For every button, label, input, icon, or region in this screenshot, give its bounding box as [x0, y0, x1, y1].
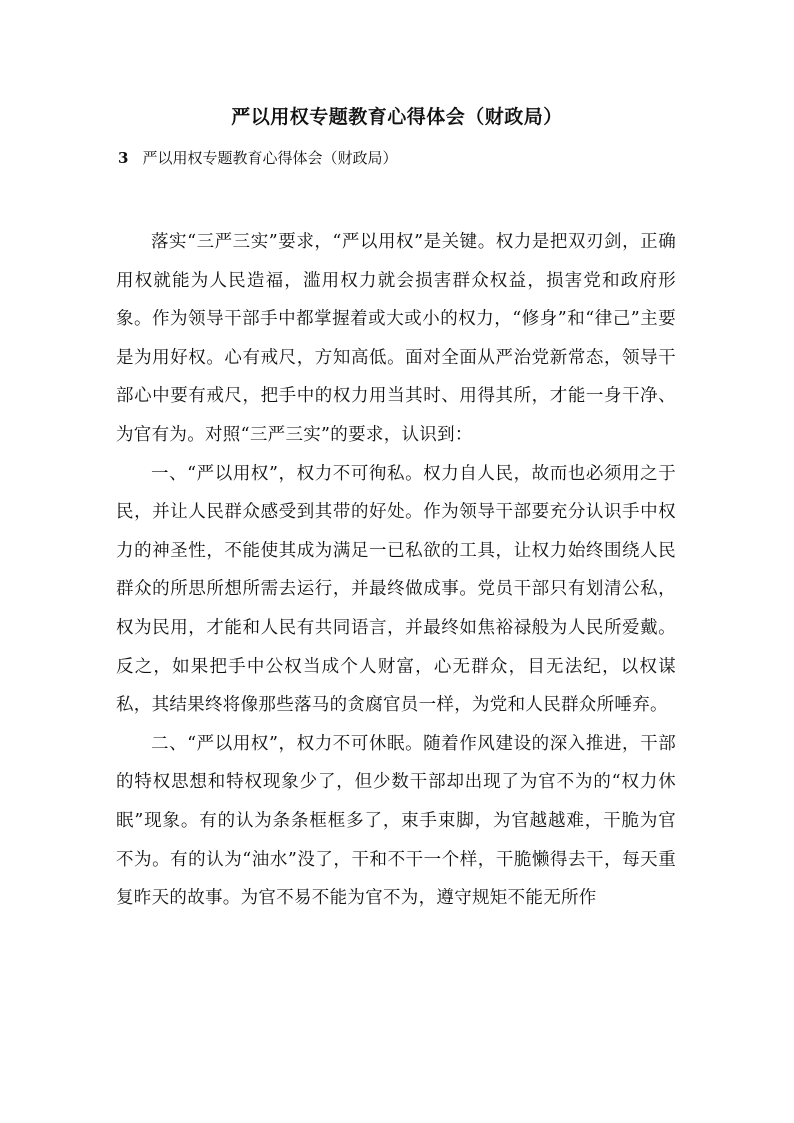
document-subtitle — [118, 147, 397, 169]
subtitle-number: 3 — [118, 149, 129, 167]
paragraph-section-one: 一、“严以用权”，权力不可徇私。权力自人民，故而也必须用之于民，并让人民群众感受到其带的好处。作为领导干部要充分认识手中权力的神圣性，不能使其成为满足一已私欲的工具，让权力始终围绕人民群众的所思所想所需去运行，并最终做成事。党员干部只有划清公私，权为民用，才能和人民有共同语言，并最终如焦裕禄般为人民所爱戴。反之，如果把手中公权当成个人财富，心无群众，目无法纪，以权谋私，其结果终将像那些落马的贪腐官员一样，为党和人民群众所唾弃。 — [116, 463, 676, 716]
document-title: 严以用权专题教育心得体会（财政局） — [231, 106, 563, 128]
subtitle-text: 严以用权专题教育心得体会（财政局） — [142, 149, 398, 167]
document-body — [116, 223, 676, 918]
paragraph-section-two: 二、“严以用权”，权力不可休眠。随着作风建设的深入推进，干部的特权思想和特权现象少了，但少数干部却出现了为官不为的“权力休眠”现象。有的认为条条框框多了，束手束脚，为官越越难，干脆为官不为。有的认为“油水”没了，干和不干一个样，干脆懒得去干，每天重复昨天的故事。为官不易不能为官不为，遵守规矩不能无所作 — [116, 733, 676, 909]
paragraph-intro: 落实“三严三实”要求，“严以用权”是关键。权力是把双刃剑，正确用权就能为人民造福，滥用权力就会损害群众权益，损害党和政府形象。作为领导干部手中都掌握着或大或小的权力，“修身”和“律己”主要是为用好权。心有戒尺，方知高低。面对全面从严治党新常态，领导干部心中要有戒尺，把手中的权力用当其时、用得其所，才能一身干净、为官有为。对照“三严三实”的要求，认识到： — [116, 232, 676, 445]
